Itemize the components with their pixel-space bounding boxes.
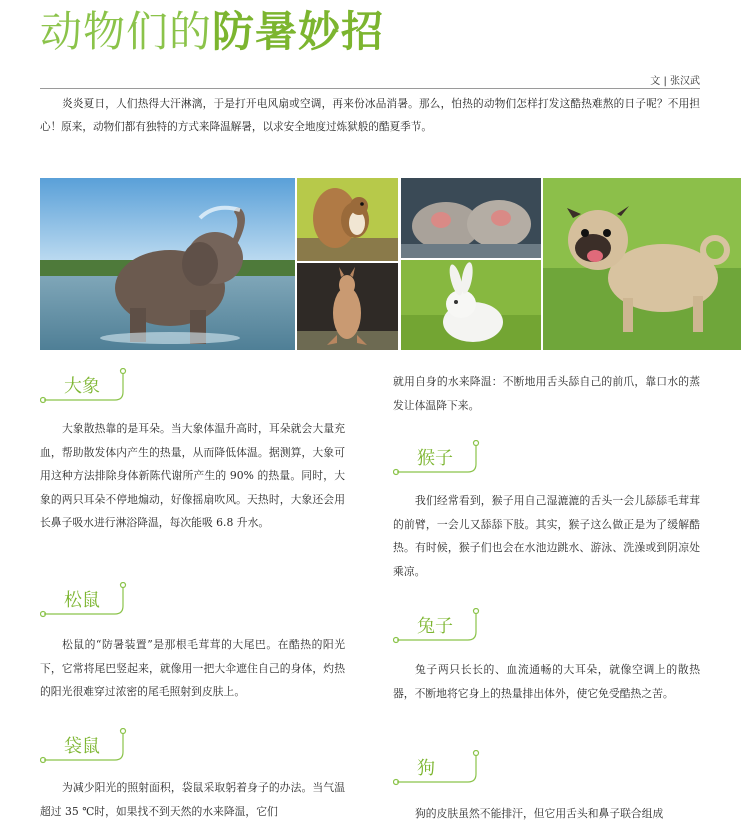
dog-paragraph: 狗的皮肤虽然不能排汗，但它用舌头和鼻子联合组成 [415,807,664,820]
section-heading-monkey [393,440,493,480]
kangaroo-paragraph: 为减少阳光的照射面积，袋鼠采取躬着身子的办法。当气温超过 35 ℃时，如果找不到天然的水来降温，它们 [40,781,345,818]
section-heading-rabbit [393,608,493,648]
author-byline: 文 | 张汉武 [650,76,700,87]
section-heading-dog [393,750,493,790]
section-title: 松鼠 [64,590,100,611]
article-title [40,4,384,60]
squirrel-paragraph: 松鼠的“防暑装置”是那根毛茸茸的大尾巴。在酷热的阳光下，它常将尾巴竖起来，就像用一把大伞遮住自己的身体，灼热的阳光很难穿过浓密的尾毛照射到皮肤上。 [40,638,345,698]
title-light-part: 动物们的 [40,7,213,56]
elephant-paragraph: 大象散热靠的是耳朵。当大象体温升高时，耳朵就会大量充血，帮助散发体内产生的热量，从而降低体温。据测算，大象可用这种方法排除身体新陈代谢所产生的 90% 的热量。同时，大象的两只耳朵不停地煽动，好像摇扇吹风。天热时，大象还会用长鼻子吸水进行淋浴降温，每次能吸 6.8 升水。 [40,422,345,529]
section-heading-squirrel [40,582,140,622]
pug-photo [543,178,741,350]
intro-paragraph: 炎炎夏日，人们热得大汗淋漓，于是打开电风扇或空调，再来份冰品消暑。那么，怕热的动物们怎样打发这酷热难熬的日子呢？不用担心！原来，动物们都有独特的方式来降温解暑，以求安全地度过炼狱般的酷夏季节。 [40,98,700,133]
section-title: 狗 [417,758,435,779]
section-title: 大象 [64,376,100,397]
elephant-photo [40,178,295,350]
section-title: 兔子 [417,616,453,637]
kangaroo-photo [297,263,398,350]
monkey-paragraph: 我们经常看到，猴子用自己湿漉漉的舌头一会儿舔舔毛茸茸的前臂，一会儿又舔舔下肢。其实，猴子这么做正是为了缓解酷热。有时候，猴子们也会在水池边跳水、游泳、洗澡或到阴凉处乘凉。 [393,494,700,578]
monkeys-photo [401,178,541,258]
section-title: 猴子 [417,448,453,469]
section-heading-elephant [40,368,140,408]
section-heading-kangaroo [40,728,140,768]
kangaroo-paragraph-continued: 就用自身的水来降温：不断地用舌头舔自己的前爪，靠口水的蒸发让体温降下来。 [393,375,700,412]
section-title: 袋鼠 [64,736,100,757]
title-divider [40,88,700,89]
squirrel-photo [297,178,398,261]
rabbit-photo [401,260,541,350]
heading-bracket-decoration [393,750,493,790]
rabbit-paragraph: 兔子两只长长的、血流通畅的大耳朵，就像空调上的散热器，不断地将它身上的热量排出体外，使它免受酷热之苦。 [393,663,700,700]
title-bold-part: 防暑妙招 [212,7,385,56]
